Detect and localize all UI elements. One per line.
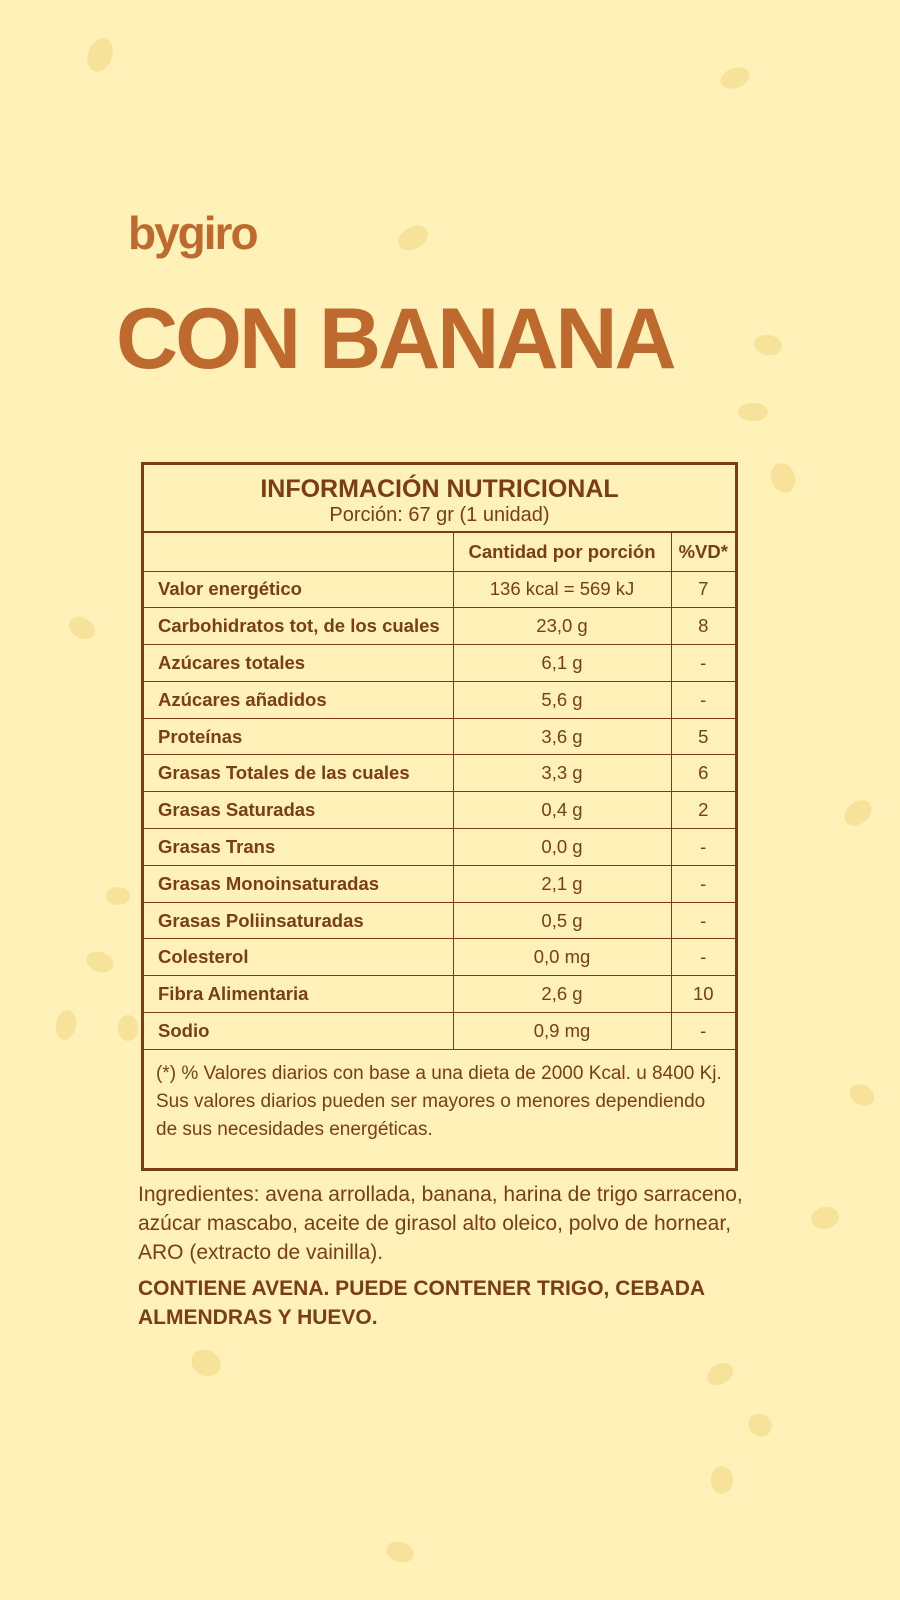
oat-speckle xyxy=(118,1015,138,1041)
nutrient-label: Grasas Trans xyxy=(144,829,453,866)
nutrient-label: Proteínas xyxy=(144,718,453,755)
nutrient-amount: 0,0 mg xyxy=(453,939,671,976)
nutrient-label: Azúcares totales xyxy=(144,645,453,682)
nutrient-daily-value: - xyxy=(671,1013,735,1050)
nutrient-daily-value: 6 xyxy=(671,755,735,792)
nutrient-label: Sodio xyxy=(144,1013,453,1050)
nutrient-daily-value: 2 xyxy=(671,792,735,829)
nutrition-row xyxy=(144,939,735,976)
nutrient-label: Grasas Saturadas xyxy=(144,792,453,829)
nutrition-header xyxy=(144,465,735,533)
nutrition-facts-panel xyxy=(141,462,738,1171)
header-nutrient-cell xyxy=(144,533,453,571)
product-title: CON BANANA xyxy=(116,291,674,387)
nutrient-label: Grasas Poliinsaturadas xyxy=(144,902,453,939)
nutrition-row xyxy=(144,976,735,1013)
nutrition-row xyxy=(144,792,735,829)
nutrient-label: Carbohidratos tot, de los cuales xyxy=(144,608,453,645)
nutrient-daily-value: 10 xyxy=(671,976,735,1013)
oat-speckle xyxy=(711,1466,733,1494)
nutrient-daily-value: - xyxy=(671,645,735,682)
header-daily-value: %VD* xyxy=(671,533,735,571)
nutrient-daily-value: 8 xyxy=(671,608,735,645)
nutrient-daily-value: - xyxy=(671,829,735,866)
nutrition-table xyxy=(144,533,735,1050)
nutrition-row xyxy=(144,865,735,902)
nutrient-daily-value: - xyxy=(671,902,735,939)
ingredients-text: Ingredientes: avena arrollada, banana, harina de trigo sarraceno, azúcar mascabo, aceite de girasol alto oleico, polvo de hornear, ARO (extracto de vainilla). xyxy=(138,1183,743,1264)
nutrient-amount: 2,1 g xyxy=(453,865,671,902)
nutrition-title: INFORMACIÓN NUTRICIONAL xyxy=(260,475,619,503)
header-amount: Cantidad por porción xyxy=(453,533,671,571)
oat-speckle xyxy=(738,403,768,421)
oat-speckle xyxy=(106,887,130,905)
nutrition-row xyxy=(144,1013,735,1050)
nutrient-amount: 136 kcal = 569 kJ xyxy=(453,571,671,608)
nutrient-amount: 6,1 g xyxy=(453,645,671,682)
nutrient-amount: 2,6 g xyxy=(453,976,671,1013)
nutrient-label: Valor energético xyxy=(144,571,453,608)
nutrition-row xyxy=(144,902,735,939)
nutrient-label: Fibra Alimentaria xyxy=(144,976,453,1013)
nutrient-amount: 0,5 g xyxy=(453,902,671,939)
nutrient-label: Grasas Monoinsaturadas xyxy=(144,865,453,902)
nutrient-amount: 3,6 g xyxy=(453,718,671,755)
brand-logo: bygiro xyxy=(128,207,257,259)
nutrition-row xyxy=(144,571,735,608)
allergen-warning: CONTIENE AVENA. PUEDE CONTENER TRIGO, CEBADA ALMENDRAS Y HUEVO. xyxy=(138,1277,705,1329)
nutrient-amount: 0,4 g xyxy=(453,792,671,829)
nutrition-row xyxy=(144,829,735,866)
nutrient-amount: 0,9 mg xyxy=(453,1013,671,1050)
nutrition-row xyxy=(144,718,735,755)
nutrient-label: Colesterol xyxy=(144,939,453,976)
daily-value-footnote: (*) % Valores diarios con base a una dieta de 2000 Kcal. u 8400 Kj. Sus valores diarios pueden ser mayores o menores dependiendo de sus necesidades energéticas. xyxy=(156,1062,722,1140)
serving-size: Porción: 67 gr (1 unidad) xyxy=(329,504,550,526)
nutrition-row xyxy=(144,608,735,645)
nutrient-daily-value: - xyxy=(671,939,735,976)
nutrient-amount: 5,6 g xyxy=(453,681,671,718)
nutrient-daily-value: - xyxy=(671,681,735,718)
nutrient-daily-value: - xyxy=(671,865,735,902)
nutrition-table-header xyxy=(144,533,735,571)
nutrient-daily-value: 7 xyxy=(671,571,735,608)
nutrition-row xyxy=(144,645,735,682)
nutrient-amount: 23,0 g xyxy=(453,608,671,645)
nutrient-label: Grasas Totales de las cuales xyxy=(144,755,453,792)
nutrient-label: Azúcares añadidos xyxy=(144,681,453,718)
nutrition-row xyxy=(144,681,735,718)
nutrition-row xyxy=(144,755,735,792)
nutrient-daily-value: 5 xyxy=(671,718,735,755)
nutrient-amount: 3,3 g xyxy=(453,755,671,792)
nutrient-amount: 0,0 g xyxy=(453,829,671,866)
